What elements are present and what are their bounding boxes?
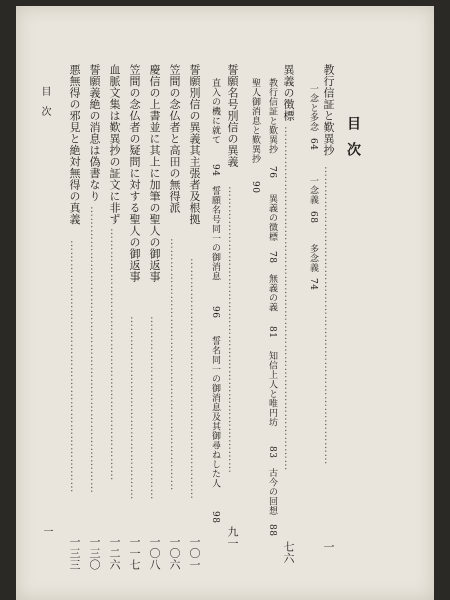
leader-dots: …………………………………………………………………	[226, 186, 239, 474]
toc-chapter-5-title: 笠間の念仏者と高田の無得派	[168, 64, 181, 214]
toc-chapter-10-page: 一三三	[68, 536, 81, 571]
running-head: 目次	[39, 86, 50, 126]
toc-sub-label: 直入の機に就て	[210, 78, 220, 145]
toc-chapter-1-title: 教行信証と歎異抄	[322, 64, 335, 156]
toc-chapter-2-page: 七六	[282, 541, 295, 564]
toc-sub-label: 異義の徴標	[267, 194, 277, 242]
toc-sub-page: 94	[210, 164, 220, 177]
toc-sub-page: 83	[267, 446, 277, 459]
toc-sub-page: 90	[250, 181, 260, 194]
toc-sub-page: 78	[267, 251, 277, 264]
toc-chapter-2-title: 異義の徴標	[282, 64, 295, 122]
toc-sub-page: 88	[267, 524, 277, 537]
leader-dots: …………………………………………………………	[68, 240, 81, 493]
leader-dots: …………………………………………	[148, 316, 161, 500]
toc-chapter-4-title: 誓願別信の異義其主張者及根拠	[188, 64, 201, 225]
leader-dots: …………………………………………………………	[168, 238, 181, 491]
toc-chapter-8-page: 一二六	[108, 536, 121, 571]
toc-chapter-10-title: 悪無得の邪見と絶対無得の真義	[68, 64, 81, 225]
toc-sub-label: 聖人御消息と歎異抄	[250, 78, 260, 164]
toc-chapter-1-page: 一	[322, 541, 335, 553]
toc-chapter-4-page: 一〇一	[188, 536, 201, 571]
toc-chapter-7-page: 一一七	[128, 536, 141, 571]
toc-chapter-9-page: 一三〇	[88, 536, 101, 571]
page-folio: 一	[41, 526, 52, 537]
book-page	[16, 6, 434, 600]
toc-chapter-5-page: 一〇六	[168, 536, 181, 571]
toc-chapter-6-title: 慶信の上書並に其上に加筆の聖人の御返事	[148, 64, 161, 283]
toc-chapter-3-page: 九一	[226, 526, 239, 549]
toc-sub-label: 古今の回想	[267, 468, 277, 516]
toc-sub-label: 無義の義	[267, 274, 277, 312]
toc-sub-page: 74	[308, 278, 318, 291]
toc-sub-label: 一念と多念	[308, 84, 318, 132]
toc-sub-label: 誓名同一の御消息及其御尋ねした人	[210, 336, 220, 488]
toc-sub-page: 81	[267, 326, 277, 339]
toc-chapter-8-title: 血脈文集は歎異抄の証文に非ず	[108, 64, 121, 225]
leader-dots: ………………………………………………………	[188, 258, 201, 500]
toc-sub-page: 76	[267, 166, 277, 179]
toc-chapter-6-page: 一〇八	[148, 536, 161, 571]
toc-sub-label: 誓願名号同一の御消息	[210, 186, 220, 281]
toc-sub-page: 64	[308, 138, 318, 151]
toc-sub-label: 知信上人と唯円坊	[267, 351, 277, 427]
leader-dots: ………………………………………………………………………………	[282, 126, 295, 471]
page-title: 目次	[345, 116, 361, 168]
toc-sub-page: 68	[308, 211, 318, 224]
toc-chapter-7-title: 笠間の念仏者の疑問に対する聖人の御返事	[128, 64, 141, 283]
toc-sub-page: 98	[210, 511, 220, 524]
toc-sub-label: 多念義	[308, 244, 318, 273]
leader-dots: …………………………………………………………………	[88, 206, 101, 494]
toc-sub-page: 96	[210, 306, 220, 319]
toc-chapter-3-title: 誓願名号別信の異義	[226, 64, 239, 168]
toc-sub-label: 教行信証と歎異抄	[267, 78, 277, 154]
leader-dots: ……………………………………………………………………	[322, 166, 335, 465]
toc-sub-label: 一念義	[308, 176, 318, 205]
leader-dots: …………………………………………………………	[108, 228, 121, 481]
toc-chapter-9-title: 誓願義絶の消息は偽書なり	[88, 64, 101, 202]
leader-dots: …………………………………………	[128, 316, 141, 500]
